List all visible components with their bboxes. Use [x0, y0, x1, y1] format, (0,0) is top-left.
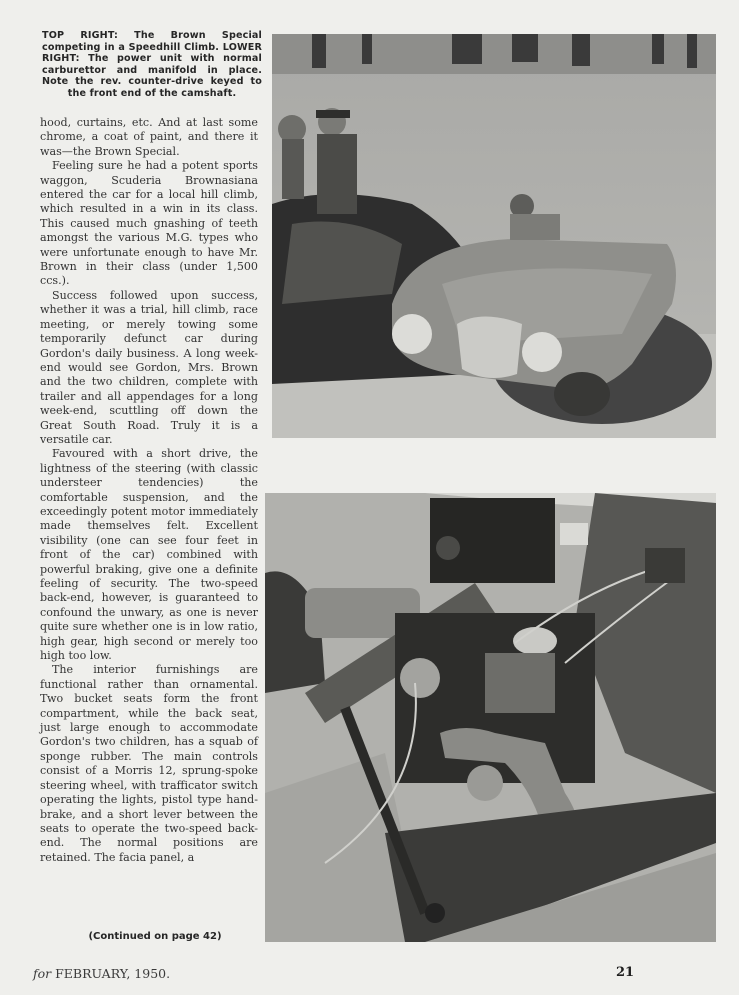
issue-footer	[33, 966, 170, 981]
article-paragraph: Feeling sure he had a potent sports waggon, Scuderia Brownasiana entered the car for a local hill climb, which resulted in a win in its class. This caused much gnashing of teeth amongst the various M.G. types who were unfortunate enough to have Mr. Brown in their class (under 1,500 ccs.).	[40, 159, 258, 288]
footer-prefix: for	[33, 966, 52, 981]
photo-hill-climb	[272, 34, 716, 438]
article-paragraph: hood, curtains, etc. And at last some chrome, a coat of paint, and there it was—the Brown Special.	[40, 116, 258, 158]
page-number: 21	[616, 965, 635, 980]
article-paragraph: Success followed upon success, whether it was a trial, hill climb, race meeting, or merely towing some temporarily defunct car during Gordon's daily business. A long week-end would see Gordon, Mrs. Brown and the two children, complete with trailer and all appendages for a long week-end, scuttling off down the Great South Road. Truly it is a versatile car.	[40, 288, 258, 446]
continued-note: (Continued on page 42)	[88, 931, 222, 942]
photo-power-unit	[265, 493, 716, 942]
hill-climb-photo-illustration	[272, 34, 716, 438]
power-unit-photo-illustration	[265, 493, 716, 942]
article-column	[40, 116, 258, 865]
footer-issue-date: FEBRUARY, 1950.	[55, 966, 171, 981]
photo-caption: TOP RIGHT: The Brown Special competing in a Speedhill Climb. LOWER RIGHT: The power unit with normal carburettor and manifold in place. Note the rev. counter-drive keyed to the front end of the camshaft.	[42, 30, 262, 99]
article-paragraph: The interior furnishings are functional rather than ornamental. Two bucket seats form the front compartment, while the back seat, just large enough to accommodate Gordon's two children, has a squab of sponge rubber. The main controls consist of a Morris 12, sprung-spoke steering wheel, with trafficator switch operating the lights, pistol type hand-brake, and a short lever between the seats to operate the two-speed back-end. The normal positions are retained. The facia panel, a	[40, 663, 258, 864]
article-paragraph: Favoured with a short drive, the lightness of the steering (with classic understeer tendencies) the comfortable suspension, and the exceedingly potent motor immediately made themselves felt. Excellent visibility (one can see four feet in front of the car) combined with powerful braking, give one a definite feeling of security. The two-speed back-end, however, is guaranteed to confound the unwary, as one is never quite sure whether one is in low ratio, high gear, high second or merely too high too low.	[40, 447, 258, 663]
